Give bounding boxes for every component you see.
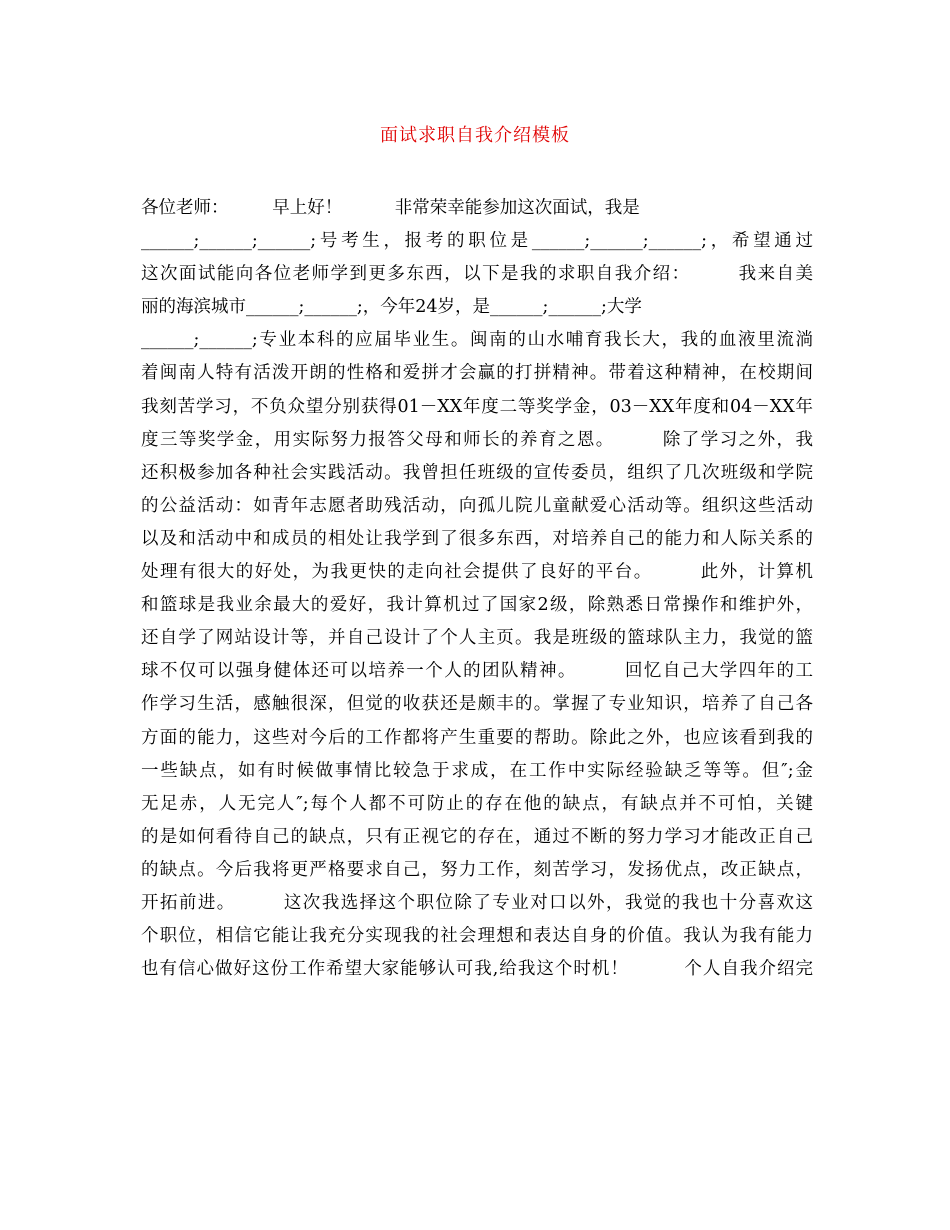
body-line: 无足赤，人无完人″;每个人都不可防止的存在他的缺点，有缺点并不可怕，关键 — [141, 793, 813, 814]
document-title: 面试求职自我介绍模板 — [380, 125, 570, 146]
body-line: 方面的能力，这些对今后的工作都将产生重要的帮助。除此之外，也应该看到我的 — [141, 727, 813, 748]
body-line: 作学习生活，感触很深，但觉的收获还是颇丰的。掌握了专业知识，培养了自己各 — [141, 694, 813, 715]
body-line: 球不仅可以强身健体还可以培养一个人的团队精神。 回忆自己大学四年的工 — [141, 661, 813, 682]
body-line: 个职位，相信它能让我充分实现我的社会理想和表达自身的价值。我认为我有能力 — [141, 926, 813, 947]
body-line: 也有信心做好这份工作希望大家能够认可我,给我这个时机！ 个人自我介绍完 — [141, 959, 813, 980]
body-line: ______;______;专业本科的应届毕业生。闽南的山水哺育我长大，我的血液里流淌 — [141, 330, 813, 351]
body-line: 处理有很大的好处，为我更快的走向社会提供了良好的平台。 此外，计算机 — [141, 562, 813, 583]
body-line: 和篮球是我业余最大的爱好，我计算机过了国家2级，除熟悉日常操作和维护外， — [141, 595, 813, 616]
body-line: 的缺点。今后我将更严格要求自己，努力工作，刻苦学习，发扬优点，改正缺点， — [141, 859, 813, 880]
body-line: 一些缺点，如有时候做事情比较急于求成，在工作中实际经验缺乏等等。但″;金 — [141, 760, 813, 781]
body-line: 各位老师： 早上好！ 非常荣幸能参加这次面试，我是 — [141, 198, 640, 218]
body-line: 的是如何看待自己的缺点，只有正视它的存在，通过不断的努力学习才能改正自己 — [141, 826, 813, 847]
body-line: 丽的海滨城市______;______;，今年24岁，是______;______;大学 — [141, 297, 642, 318]
body-line: 的公益活动：如青年志愿者助残活动，向孤儿院儿童献爱心活动等。组织这些活动 — [141, 495, 813, 516]
body-line: ______;______;______;号考生，报考的职位是______;______;______;，希望通过 — [141, 231, 813, 252]
body-line: 还积极参加各种社会实践活动。我曾担任班级的宣传委员，组织了几次班级和学院 — [141, 462, 813, 483]
body-line: 还自学了网站设计等，并自己设计了个人主页。我是班级的篮球队主力，我觉的篮 — [141, 628, 813, 649]
body-line: 以及和活动中和成员的相处让我学到了很多东西，对培养自己的能力和人际关系的 — [141, 528, 813, 549]
body-line: 我刻苦学习，不负众望分别获得01－XX年度二等奖学金，03－XX年度和04－XX年 — [141, 396, 813, 417]
body-line: 度三等奖学金，用实际努力报答父母和师长的养育之恩。 除了学习之外，我 — [141, 429, 813, 450]
body-line: 开拓前进。 这次我选择这个职位除了专业对口以外，我觉的我也十分喜欢这 — [141, 892, 813, 913]
body-line: 着闽南人特有活泼开朗的性格和爱拼才会赢的打拼精神。带着这种精神，在校期间 — [141, 363, 813, 384]
body-line: 这次面试能向各位老师学到更多东西，以下是我的求职自我介绍： 我来自美 — [141, 264, 813, 285]
document-body — [141, 192, 813, 986]
